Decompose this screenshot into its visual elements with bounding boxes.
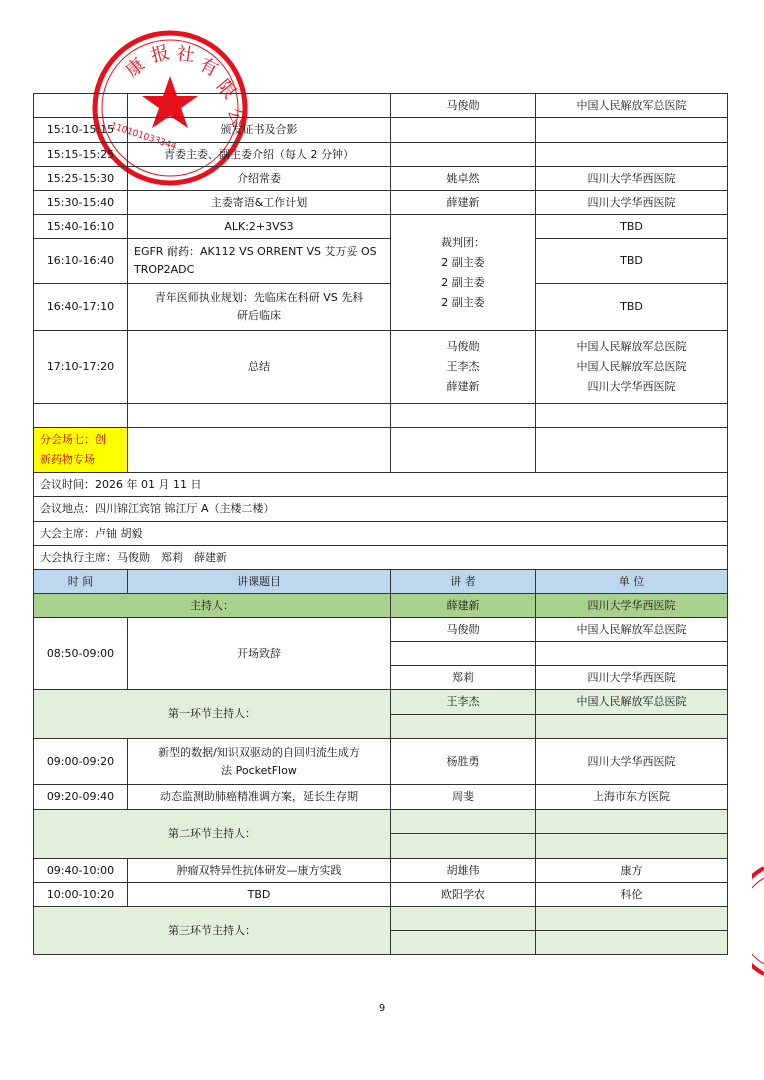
judges-line: 2 副主委 <box>441 275 485 289</box>
empty-cell <box>536 404 728 428</box>
speaker-cell <box>391 331 536 404</box>
session-title <box>34 428 128 473</box>
table-row <box>34 883 728 907</box>
unit-cell: TBD <box>536 215 728 239</box>
unit-line: 四川大学华西医院 <box>587 380 676 393</box>
table-header-row <box>34 570 728 594</box>
speaker-cell <box>391 907 536 931</box>
segment-host-row <box>34 810 728 834</box>
schedule-table <box>33 93 728 955</box>
unit-cell: 科伦 <box>536 883 728 907</box>
unit-cell: 康方 <box>536 859 728 883</box>
topic-line: 青年医师执业规划：先临床在科研 VS 先科 <box>154 291 364 304</box>
table-row <box>34 94 728 118</box>
empty-cell <box>536 428 728 473</box>
svg-text:社: 社 <box>175 43 197 67</box>
topic-cell: 动态监测助肺癌精准调方案，延长生存期 <box>128 785 391 810</box>
time-cell: 15:30-15:40 <box>34 191 128 215</box>
speaker-cell <box>391 118 536 143</box>
table-row <box>34 739 728 785</box>
segment-host-label: 第二环节主持人： <box>34 810 391 859</box>
table-row <box>34 215 728 239</box>
speaker-cell <box>391 143 536 167</box>
unit-cell <box>536 642 728 666</box>
svg-text:有: 有 <box>195 53 222 81</box>
svg-text:限: 限 <box>212 75 240 104</box>
unit-cell <box>536 331 728 404</box>
unit-cell <box>536 907 728 931</box>
unit-cell: 四川大学华西医院 <box>536 739 728 785</box>
unit-cell <box>536 931 728 955</box>
topic-cell: 介绍常委 <box>128 167 391 191</box>
unit-cell <box>536 143 728 167</box>
info-row <box>34 473 728 497</box>
table-row <box>34 191 728 215</box>
info-row <box>34 497 728 522</box>
unit-cell <box>536 118 728 143</box>
topic-cell <box>128 739 391 785</box>
unit-cell: 中国人民解放军总医院 <box>536 690 728 715</box>
speaker-cell: 薛建新 <box>391 191 536 215</box>
unit-line: 中国人民解放军总医院 <box>576 360 687 373</box>
info-row <box>34 522 728 546</box>
empty-cell <box>34 404 128 428</box>
session-title-line: 分会场七：创 <box>40 433 106 446</box>
time-cell: 09:20-09:40 <box>34 785 128 810</box>
speaker-line: 王李杰 <box>446 360 480 373</box>
speaker-cell: 马俊勋 <box>391 618 536 642</box>
host-row <box>34 594 728 618</box>
topic-cell: 颁发证书及合影 <box>128 118 391 143</box>
table-row <box>34 118 728 143</box>
empty-cell <box>128 404 391 428</box>
unit-cell: 四川大学华西医院 <box>536 191 728 215</box>
topic-line: 研后临床 <box>237 309 281 322</box>
time-cell: 15:25-15:30 <box>34 167 128 191</box>
unit-line: 中国人民解放军总医院 <box>576 340 687 353</box>
time-cell: 09:00-09:20 <box>34 739 128 785</box>
speaker-line: 马俊勋 <box>446 340 480 353</box>
topic-line: 新型的数据/知识双驱动的自回归流生成方 <box>158 745 360 759</box>
speaker-cell: 薛建新 <box>391 594 536 618</box>
table-row <box>34 167 728 191</box>
unit-cell: TBD <box>536 284 728 331</box>
table-row <box>34 618 728 642</box>
table-row <box>34 284 728 331</box>
empty-cell <box>128 428 391 473</box>
svg-text:康: 康 <box>121 54 150 82</box>
partial-seal-stamp <box>752 866 764 976</box>
header-speaker: 讲 者 <box>391 570 536 594</box>
unit-cell <box>536 810 728 834</box>
unit-cell: 四川大学华西医院 <box>536 666 728 690</box>
judges-cell <box>391 215 536 331</box>
topic-cell: 总结 <box>128 331 391 404</box>
topic-line: TROP2ADC <box>134 263 195 276</box>
judges-line: 2 副主委 <box>441 255 485 269</box>
speaker-cell <box>391 715 536 739</box>
host-label: 主持人： <box>34 594 391 618</box>
unit-cell <box>536 834 728 859</box>
topic-cell <box>128 284 391 331</box>
time-cell: 15:10-15:15 <box>34 118 128 143</box>
meeting-chair: 大会主席：卢铀 胡毅 <box>34 522 728 546</box>
time-cell: 08:50-09:00 <box>34 618 128 690</box>
unit-cell: 四川大学华西医院 <box>536 594 728 618</box>
header-topic: 讲课题目 <box>128 570 391 594</box>
speaker-cell: 周斐 <box>391 785 536 810</box>
time-cell: 09:40-10:00 <box>34 859 128 883</box>
table-row <box>34 785 728 810</box>
segment-host-label: 第三环节主持人： <box>34 907 391 955</box>
meeting-date: 会议时间：2026 年 01 月 11 日 <box>34 473 728 497</box>
info-row <box>34 546 728 570</box>
speaker-cell: 欧阳学农 <box>391 883 536 907</box>
meeting-venue: 会议地点：四川锦江宾馆 锦江厅 A（主楼二楼） <box>34 497 728 522</box>
speaker-cell: 胡雄伟 <box>391 859 536 883</box>
topic-cell: 青委主委、副主委介绍（每人 2 分钟） <box>128 143 391 167</box>
segment-host-row <box>34 690 728 715</box>
session-title-line: 新药物专场 <box>40 453 95 466</box>
svg-text:报: 报 <box>148 41 172 67</box>
table-row <box>34 331 728 404</box>
segment-host-row <box>34 907 728 931</box>
unit-cell: 中国人民解放军总医院 <box>536 618 728 642</box>
topic-cell: ALK:2+3VS3 <box>128 215 391 239</box>
segment-host-label: 第一环节主持人： <box>34 690 391 739</box>
table-row <box>34 143 728 167</box>
time-cell: 16:10-16:40 <box>34 239 128 284</box>
svg-text:110101033344: 110101033344 <box>109 121 178 153</box>
topic-cell: TBD <box>128 883 391 907</box>
empty-cell <box>391 428 536 473</box>
empty-cell <box>391 404 536 428</box>
time-cell: 16:40-17:10 <box>34 284 128 331</box>
header-time: 时 间 <box>34 570 128 594</box>
svg-text:公: 公 <box>223 105 249 129</box>
speaker-cell: 王李杰 <box>391 690 536 715</box>
unit-cell: TBD <box>536 239 728 284</box>
topic-cell <box>128 94 391 118</box>
topic-cell: 开场致辞 <box>128 618 391 690</box>
page-number: 9 <box>378 1003 386 1014</box>
speaker-cell: 杨胜勇 <box>391 739 536 785</box>
speaker-cell <box>391 642 536 666</box>
topic-cell: 肿瘤双特异性抗体研发—康方实践 <box>128 859 391 883</box>
meeting-exec-chair: 大会执行主席：马俊勋 郑莉 薛建新 <box>34 546 728 570</box>
time-cell: 15:15-15:25 <box>34 143 128 167</box>
unit-cell: 四川大学华西医院 <box>536 167 728 191</box>
judges-line: 裁判团： <box>441 235 485 249</box>
speaker-cell <box>391 834 536 859</box>
empty-row <box>34 404 728 428</box>
topic-cell: 主委寄语&工作计划 <box>128 191 391 215</box>
table-row <box>34 239 728 284</box>
speaker-cell: 马俊勋 <box>391 94 536 118</box>
time-cell: 15:40-16:10 <box>34 215 128 239</box>
time-cell <box>34 94 128 118</box>
header-unit: 单 位 <box>536 570 728 594</box>
speaker-cell: 郑莉 <box>391 666 536 690</box>
topic-cell <box>128 239 391 284</box>
judges-line: 2 副主委 <box>441 295 485 309</box>
speaker-cell: 姚卓然 <box>391 167 536 191</box>
time-cell: 17:10-17:20 <box>34 331 128 404</box>
speaker-line: 薛建新 <box>446 380 480 393</box>
speaker-cell <box>391 931 536 955</box>
unit-cell <box>536 715 728 739</box>
topic-line: EGFR 耐药：AK112 VS ORRENT VS 艾万妥 OS <box>134 245 377 258</box>
speaker-cell <box>391 810 536 834</box>
unit-cell: 上海市东方医院 <box>536 785 728 810</box>
time-cell: 10:00-10:20 <box>34 883 128 907</box>
unit-cell: 中国人民解放军总医院 <box>536 94 728 118</box>
table-row <box>34 859 728 883</box>
session-title-row <box>34 428 728 473</box>
topic-line: 法 PocketFlow <box>221 763 297 777</box>
